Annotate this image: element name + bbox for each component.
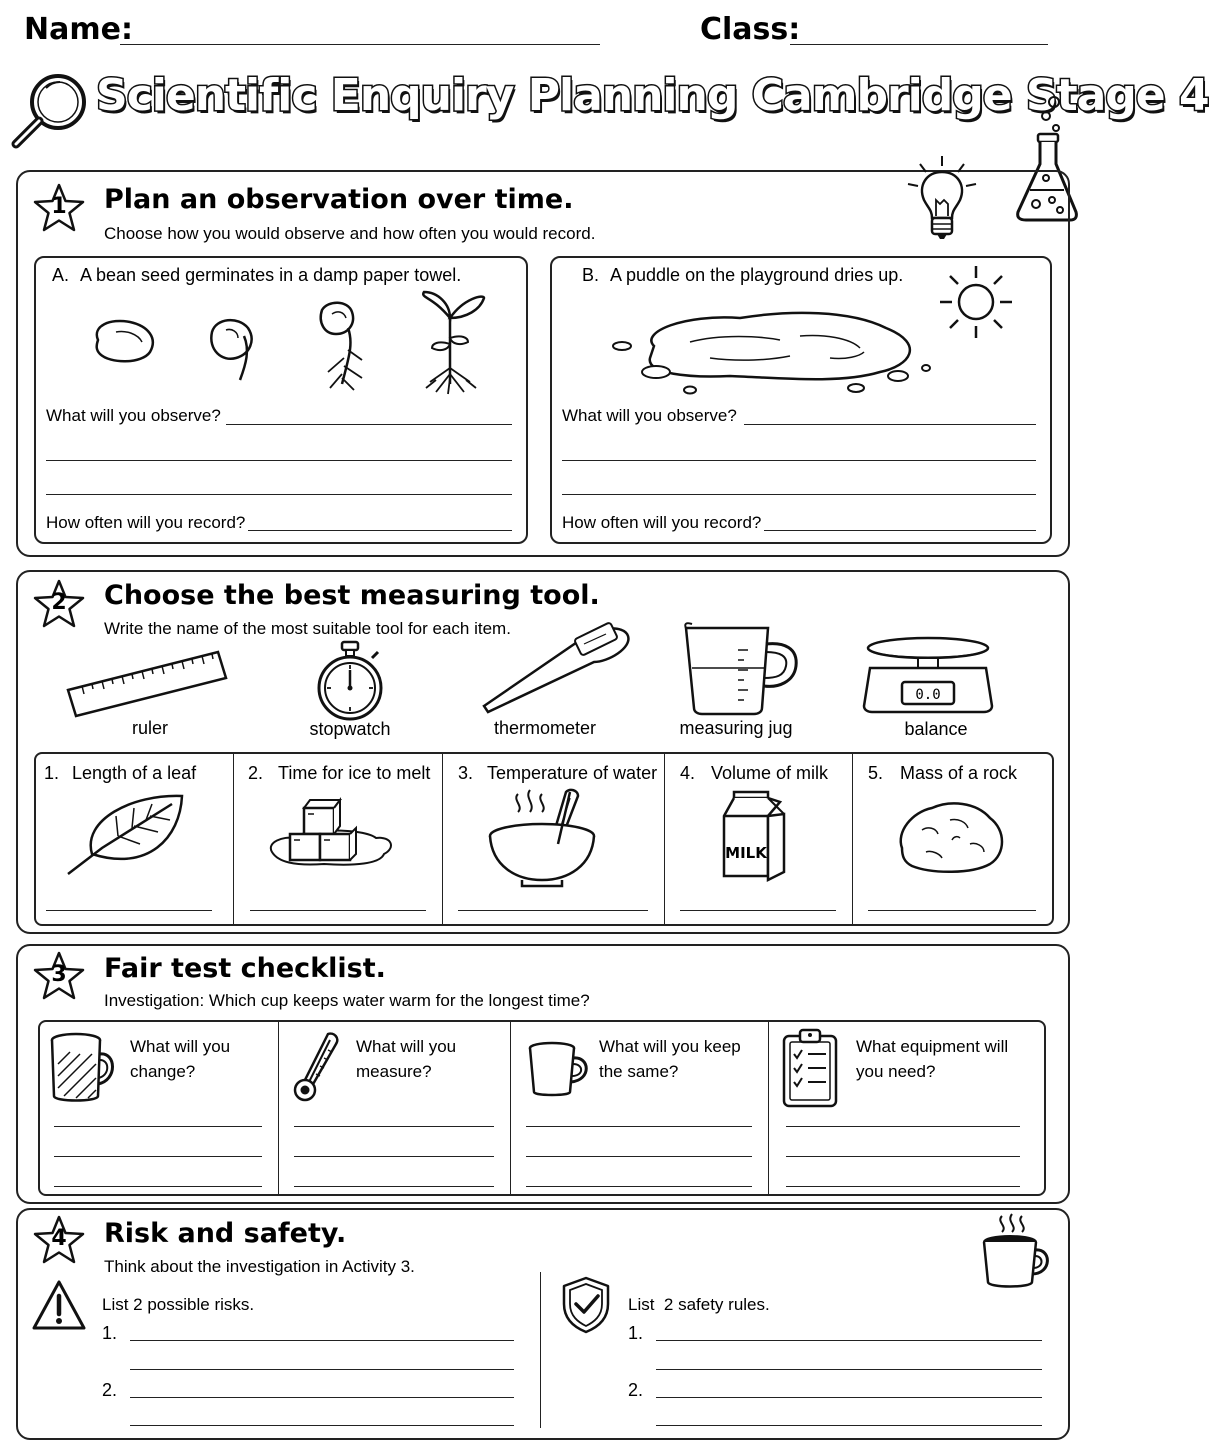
- item-number: 4.: [680, 763, 696, 783]
- class-field[interactable]: [790, 44, 1048, 45]
- answer-line-milk[interactable]: [680, 910, 836, 911]
- item-text: Time for ice to melt: [278, 763, 431, 783]
- shield-check-icon: [558, 1274, 614, 1336]
- risk-line-2[interactable]: [130, 1397, 514, 1398]
- section-number-star: 2: [32, 578, 86, 632]
- ruler-icon: [62, 646, 232, 722]
- answer-line-change-3[interactable]: [54, 1186, 262, 1187]
- thermometer-icon: [474, 620, 634, 714]
- section-number-star: 4: [32, 1214, 86, 1268]
- part-a-text: A bean seed germinates in a damp paper towel.: [80, 265, 462, 285]
- sun-icon: [938, 264, 1014, 340]
- question-change-line1: What will you: [130, 1037, 231, 1056]
- name-label: Name:: [24, 12, 133, 47]
- balance-display: 0.0: [915, 687, 941, 703]
- part-b-observe-line-1[interactable]: [744, 424, 1036, 425]
- answer-line-rock[interactable]: [868, 910, 1036, 911]
- section-title: Risk and safety.: [104, 1218, 347, 1249]
- puddle-icon: [610, 306, 940, 400]
- answer-line-ice[interactable]: [250, 910, 426, 911]
- hot-drink-icon: [978, 1212, 1054, 1292]
- part-a-letter: A.: [52, 265, 70, 285]
- rules-label: List 2 safety rules.: [628, 1295, 770, 1314]
- bean-germination-icon: [86, 288, 496, 396]
- risk-2-number: 2.: [102, 1380, 118, 1400]
- tool-label-balance: balance: [904, 719, 968, 739]
- section-number-star: 3: [32, 950, 86, 1004]
- risks-label: List 2 possible risks.: [102, 1295, 255, 1314]
- section-title: Plan an observation over time.: [104, 184, 574, 215]
- rule-line-1[interactable]: [656, 1340, 1042, 1341]
- item-text: Temperature of water: [487, 763, 658, 783]
- answer-line-equipment-1[interactable]: [786, 1126, 1020, 1127]
- bowl-with-thermometer-icon: [486, 786, 602, 888]
- question-same-line1: What will you keep: [599, 1037, 741, 1056]
- section-subtitle: Investigation: Which cup keeps water warm for the longest time?: [104, 991, 590, 1010]
- clipboard-checklist-icon: [780, 1028, 842, 1108]
- part-b-record-label: How often will you record?: [562, 513, 762, 532]
- question-same-line2: the same?: [599, 1062, 679, 1081]
- item-text: Volume of milk: [711, 763, 829, 783]
- milk-carton-label: MILK: [725, 844, 767, 862]
- stopwatch-icon: [312, 640, 388, 722]
- ice-cubes-icon: [264, 790, 396, 872]
- part-b-letter: B.: [582, 265, 600, 285]
- part-b-record-line[interactable]: [764, 530, 1036, 531]
- item-text: Length of a leaf: [72, 763, 197, 783]
- item-number: 3.: [458, 763, 474, 783]
- part-b-observe-line-3[interactable]: [562, 494, 1036, 495]
- item-text: Mass of a rock: [900, 763, 1018, 783]
- measuring-jug-icon: [682, 620, 802, 716]
- item-number: 1.: [44, 763, 60, 783]
- tool-label-measuring-jug: measuring jug: [679, 718, 793, 738]
- part-a-record-line[interactable]: [248, 530, 512, 531]
- question-change-line2: change?: [130, 1062, 196, 1081]
- section-title: Fair test checklist.: [104, 953, 386, 984]
- part-a-observe-line-2[interactable]: [46, 460, 512, 461]
- answer-line-water[interactable]: [458, 910, 648, 911]
- risk-line-1b[interactable]: [130, 1369, 514, 1370]
- answer-line-equipment-2[interactable]: [786, 1156, 1020, 1157]
- rule-line-1b[interactable]: [656, 1369, 1042, 1370]
- part-a-observe-label: What will you observe?: [46, 406, 221, 425]
- tool-label-stopwatch: stopwatch: [309, 719, 391, 739]
- answer-line-same-2[interactable]: [526, 1156, 752, 1157]
- part-a-observe-line-3[interactable]: [46, 494, 512, 495]
- answer-line-leaf[interactable]: [46, 910, 212, 911]
- risk-line-1[interactable]: [130, 1340, 514, 1341]
- risk-line-2b[interactable]: [130, 1425, 514, 1426]
- answer-line-change-2[interactable]: [54, 1156, 262, 1157]
- risk-1-number: 1.: [102, 1323, 118, 1343]
- page-title: Scientific Enquiry Planning Cambridge Stage 4: [96, 70, 1209, 121]
- rule-line-2b[interactable]: [656, 1425, 1042, 1426]
- answer-line-measure-1[interactable]: [294, 1126, 494, 1127]
- name-field[interactable]: [120, 44, 600, 45]
- tool-label-ruler: ruler: [131, 718, 168, 738]
- answer-line-equipment-3[interactable]: [786, 1186, 1020, 1187]
- section-title: Choose the best measuring tool.: [104, 580, 600, 611]
- item-number: 5.: [868, 763, 884, 783]
- question-equipment-line1: What equipment will: [856, 1037, 1009, 1056]
- part-a-record-label: How often will you record?: [46, 513, 246, 532]
- rock-icon: [892, 796, 1008, 876]
- rule-line-2[interactable]: [656, 1397, 1042, 1398]
- section-subtitle: Choose how you would observe and how often you would record.: [104, 224, 596, 243]
- part-b-observe-line-2[interactable]: [562, 460, 1036, 461]
- rule-2-number: 2.: [628, 1380, 644, 1400]
- answer-line-measure-3[interactable]: [294, 1186, 494, 1187]
- answer-line-same-3[interactable]: [526, 1186, 752, 1187]
- lightbulb-icon: [902, 154, 982, 244]
- rule-1-number: 1.: [628, 1323, 644, 1343]
- cup-icon: [526, 1040, 592, 1098]
- part-b-text: A puddle on the playground dries up.: [610, 265, 904, 285]
- warning-icon: [30, 1278, 88, 1332]
- question-measure-line1: What will you: [356, 1037, 457, 1056]
- milk-carton-icon: [720, 788, 792, 884]
- answer-line-change-1[interactable]: [54, 1126, 262, 1127]
- mug-icon: [48, 1030, 118, 1106]
- class-label: Class:: [700, 12, 801, 47]
- tool-label-thermometer: thermometer: [493, 718, 597, 738]
- section-number-star: 1: [32, 182, 86, 236]
- question-measure-line2: measure?: [356, 1062, 432, 1081]
- balance-icon: [858, 636, 998, 716]
- item-number: 2.: [248, 763, 264, 783]
- section-subtitle: Write the name of the most suitable tool for each item.: [104, 619, 511, 638]
- magnifying-glass-icon: [6, 64, 96, 154]
- question-equipment-line2: you need?: [856, 1062, 936, 1081]
- part-a-observe-line-1[interactable]: [226, 424, 512, 425]
- section-subtitle: Think about the investigation in Activity 3.: [104, 1257, 415, 1276]
- answer-line-measure-2[interactable]: [294, 1156, 494, 1157]
- leaf-icon: [62, 790, 188, 878]
- thermometer-small-icon: [288, 1030, 344, 1106]
- answer-line-same-1[interactable]: [526, 1126, 752, 1127]
- part-b-observe-label: What will you observe?: [562, 406, 737, 425]
